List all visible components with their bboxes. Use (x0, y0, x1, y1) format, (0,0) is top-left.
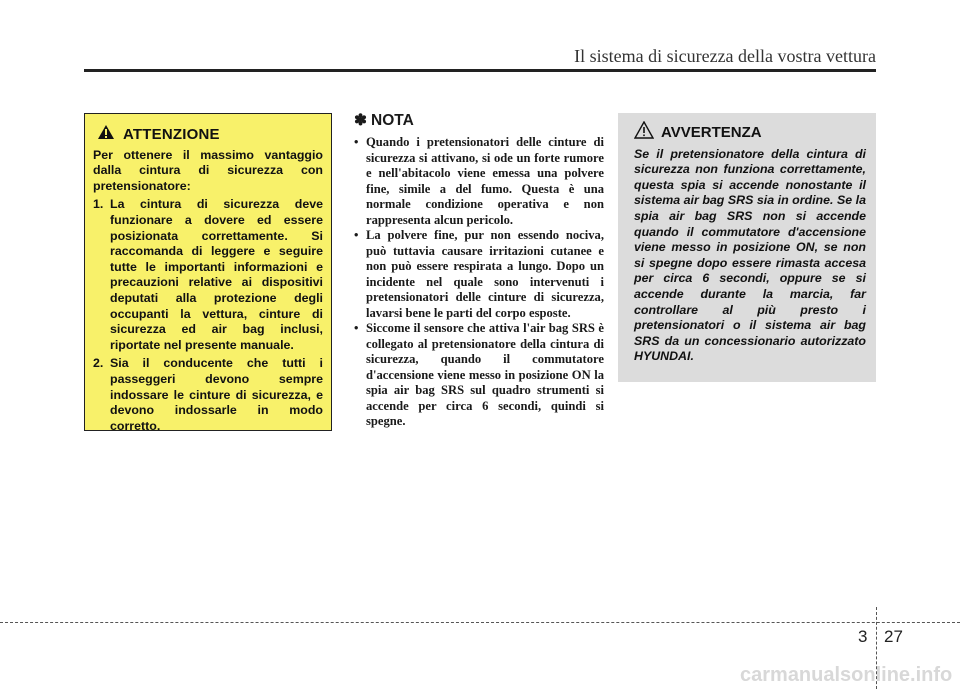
caution-item (93, 356, 323, 434)
page-header-title: Il sistema di sicurezza della vostra vettura (574, 46, 876, 66)
bullet-icon: • (354, 228, 359, 242)
nota-item-text: Siccome il sensore che attiva l'air bag SRS è collegato al pretensionatore della cintura di sicurezza, quando il commutatore d'accensione viene messo in posizione ON la spia air bag SRS sul quadro strumenti si accende per circa 6 secondi, quindi si spegne. (366, 321, 604, 428)
caution-item (93, 197, 323, 353)
nota-item (354, 321, 604, 430)
nota-list (354, 135, 604, 430)
warning-box (618, 113, 876, 382)
warning-text: Se il pretensionatore della cintura di sicurezza non funziona correttamente, questa spia si accende nonostante il sistema air bag SRS sia in ordine. Se la spia air bag SRS non si accende quando il commutatore d'accensione viene messo in posizione ON, se non si spegne dopo essere rimasta accesa per circa 6 secondi, oppure se si accende durante la marcia, far controllare al più presto i pretensionatori o il sistema air bag SRS da un concessionario autorizzato HYUNDAI. (634, 146, 866, 364)
bullet-icon: • (354, 321, 359, 335)
watermark-text: carmanualsonline.info (740, 664, 953, 686)
caution-item-number: 1. (93, 197, 104, 212)
caution-list (93, 197, 323, 434)
nota-section (354, 111, 604, 430)
chapter-number: 3 (858, 627, 868, 646)
nota-item-text: La polvere fine, pur non essendo nociva, può tuttavia causare irritazioni cutanee e non può essere respirata a lungo. Dopo un incidente nel quale sono intervenuti i pretensionatori delle cinture di sicurezza, lavarsi bene le parti del corpo esposte. (366, 228, 604, 320)
nota-header (354, 111, 604, 130)
caution-item-text: La cintura di sicurezza deve funzionare a dovere ed essere posizionata correttamente. Si raccomanda di leggere e seguire tutte le importanti informazioni e precauzioni relative ai dispositivi deputati alla protezione degli occupanti la vettura, cinture di sicurezza ed air bag inclusi, riportate nel presente manuale. (110, 197, 323, 352)
footer-divider (0, 622, 960, 623)
header-divider (84, 69, 876, 72)
caution-item-number: 2. (93, 356, 104, 371)
page-number: 27 (884, 627, 903, 646)
caution-header (93, 124, 323, 145)
nota-item-text: Quando i pretensionatori delle cinture di sicurezza si attivano, si ode un forte rumore e nell'abitacolo viene emessa una polvere fine, simile a del fumo. Questa è una normale condizione operativa e non rappresenta alcun pericolo. (366, 135, 604, 227)
warning-header (634, 121, 866, 144)
nota-item (354, 228, 604, 321)
warning-triangle-icon (97, 124, 115, 145)
caution-item-text: Sia il conducente che tutti i passeggeri devono sempre indossare le cinture di sicurezza, e devono indossarle in modo corretto. (110, 356, 323, 433)
nota-item (354, 135, 604, 228)
nota-title: NOTA (371, 111, 414, 129)
asterisk-icon: ✽ (354, 112, 367, 129)
caution-intro: Per ottenere il massimo vantaggio dalla cintura di sicurezza con pretensionatore: (93, 147, 323, 193)
caution-box (84, 113, 332, 431)
caution-title: ATTENZIONE (123, 125, 220, 143)
bullet-icon: • (354, 135, 359, 149)
warning-title: AVVERTENZA (661, 123, 762, 141)
warning-outline-triangle-icon (634, 121, 654, 144)
